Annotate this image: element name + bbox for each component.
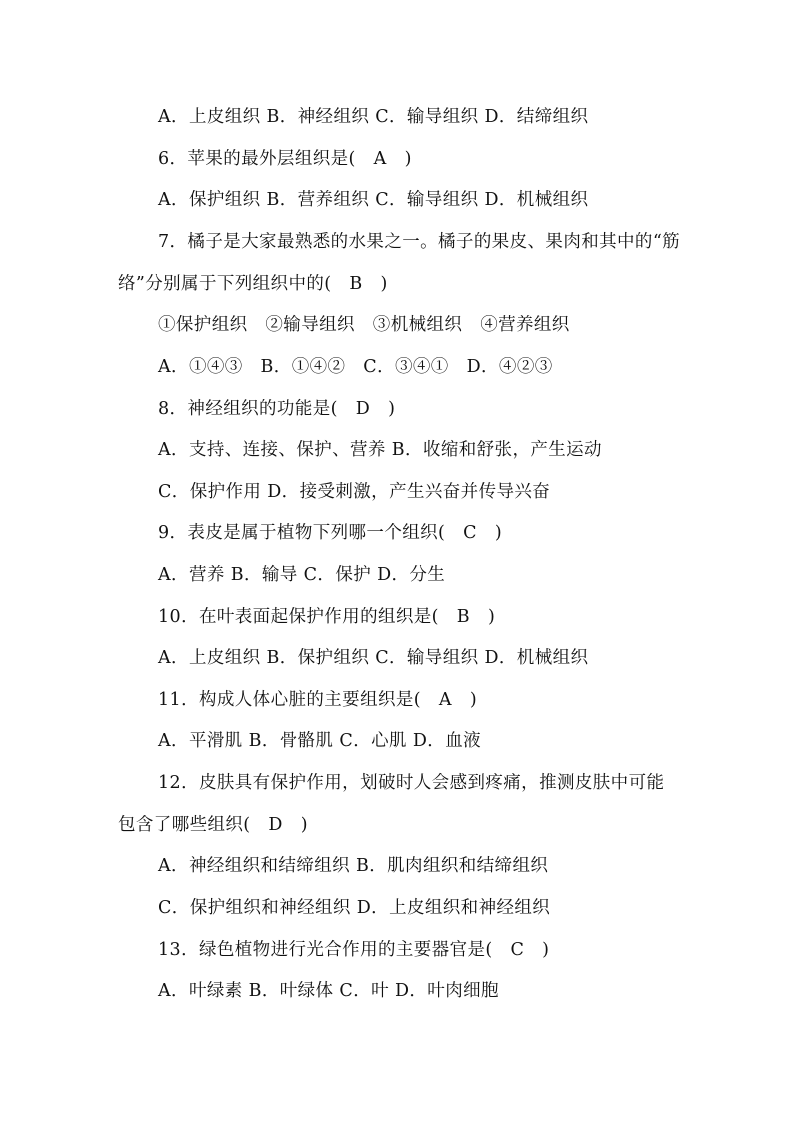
q7-stem-line1: 7．橘子是大家最熟悉的水果之一。橘子的果皮、果肉和其中的“筋 xyxy=(158,232,681,252)
q13-options: A．叶绿素 B．叶绿体 C．叶 D．叶肉细胞 xyxy=(158,981,499,1001)
q8-options-line1: A．支持、连接、保护、营养 B．收缩和舒张，产生运动 xyxy=(158,440,602,460)
q11-stem: 11．构成人体心脏的主要组织是( A ) xyxy=(158,690,478,710)
q13-stem: 13．绿色植物进行光合作用的主要器官是( C ) xyxy=(158,940,550,960)
q8-stem: 8．神经组织的功能是( D ) xyxy=(158,399,396,419)
q11-options: A．平滑肌 B．骨骼肌 C．心肌 D．血液 xyxy=(158,731,482,751)
q12-options-line2: C．保护组织和神经组织 D．上皮组织和神经组织 xyxy=(158,898,551,918)
q10-options: A．上皮组织 B．保护组织 C．输导组织 D．机械组织 xyxy=(158,648,589,668)
q5-options: A．上皮组织 B．神经组织 C．输导组织 D．结缔组织 xyxy=(158,107,589,127)
q7-stem-line2: 络”分别属于下列组织中的( B ) xyxy=(118,274,388,294)
q8-options-line2: C．保护作用 D．接受刺激，产生兴奋并传导兴奋 xyxy=(158,482,551,502)
q12-stem-line1: 12．皮肤具有保护作用，划破时人会感到疼痛，推测皮肤中可能 xyxy=(158,773,665,793)
q12-options-line1: A．神经组织和结缔组织 B．肌肉组织和结缔组织 xyxy=(158,856,549,876)
q7-options: A．①④③ B．①④② C．③④① D．④②③ xyxy=(158,357,553,377)
q12-stem-line2: 包含了哪些组织( D ) xyxy=(118,815,308,835)
q9-options: A．营养 B．输导 C．保护 D．分生 xyxy=(158,565,446,585)
q10-stem: 10．在叶表面起保护作用的组织是( B ) xyxy=(158,607,496,627)
q6-stem: 6．苹果的最外层组织是( A ) xyxy=(158,149,412,169)
q9-stem: 9．表皮是属于植物下列哪一个组织( C ) xyxy=(158,523,503,543)
q6-options: A．保护组织 B．营养组织 C．输导组织 D．机械组织 xyxy=(158,190,589,210)
q7-items: ①保护组织 ②输导组织 ③机械组织 ④营养组织 xyxy=(158,315,570,335)
